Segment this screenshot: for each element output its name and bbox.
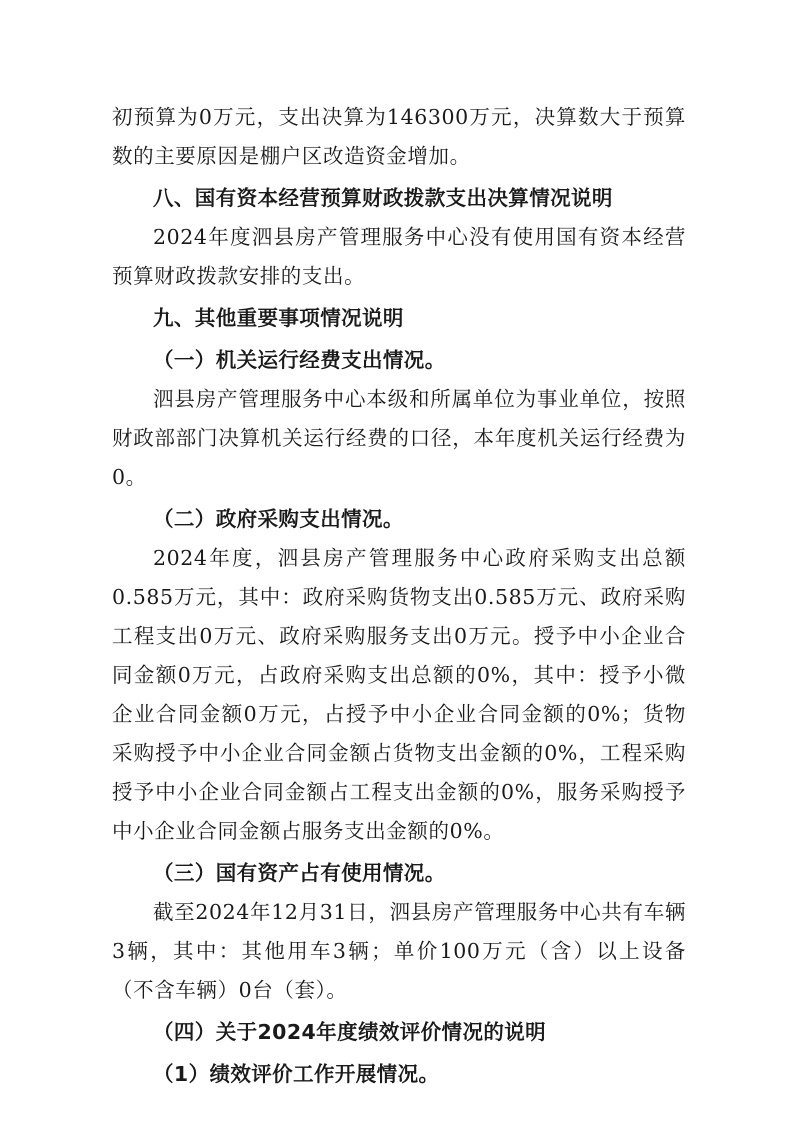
- subheading-state-assets: （三）国有资产占有使用情况。: [153, 861, 446, 885]
- section-heading-9: 九、其他重要事项情况说明: [153, 306, 404, 330]
- paragraph-operating-expenses: 泗县房产管理服务中心本级和所属单位为事业单位，按照财政部部门决算机关运行经费的口径，本年度机关运行经费为0。: [112, 387, 686, 489]
- paragraph-state-assets: 截至2024年12月31日，泗县房产管理服务中心共有车辆3辆，其中：其他用车3辆；单价100万元（含）以上设备（不含车辆）0台（套）。: [112, 900, 686, 1002]
- paragraph-state-capital: 2024年度泗县房产管理服务中心没有使用国有资本经营预算财政拨款安排的支出。: [112, 225, 686, 288]
- section-heading-8: 八、国有资本经营预算财政拨款支出决算情况说明: [153, 186, 613, 210]
- subheading-operating-expenses: （一）机关运行经费支出情况。: [153, 348, 446, 372]
- document-body: [112, 98, 686, 1094]
- subheading-government-procurement: （二）政府采购支出情况。: [153, 507, 404, 531]
- paragraph-budget-continuation: 初预算为0万元，支出决算为146300万元，决算数大于预算数的主要原因是棚户区改造资金增加。: [112, 105, 686, 168]
- subheading-performance-evaluation: （四）关于2024年度绩效评价情况的说明: [153, 1020, 547, 1044]
- subheading-evaluation-work: （1）绩效评价工作开展情况。: [153, 1062, 440, 1086]
- paragraph-government-procurement: 2024年度，泗县房产管理服务中心政府采购支出总额0.585万元，其中：政府采购货物支出0.585万元、政府采购工程支出0万元、政府采购服务支出0万元。授予中小企业合同金额0万元，占政府采购支出总额的0%，其中：授予小微企业合同金额0万元，占授予中小企业合同金额的0%；货物采购授予中小企业合同金额占货物支出金额的0%，工程采购授予中小企业合同金额占工程支出金额的0%，服务采购授予中小企业合同金额占服务支出金额的0%。: [112, 546, 686, 843]
